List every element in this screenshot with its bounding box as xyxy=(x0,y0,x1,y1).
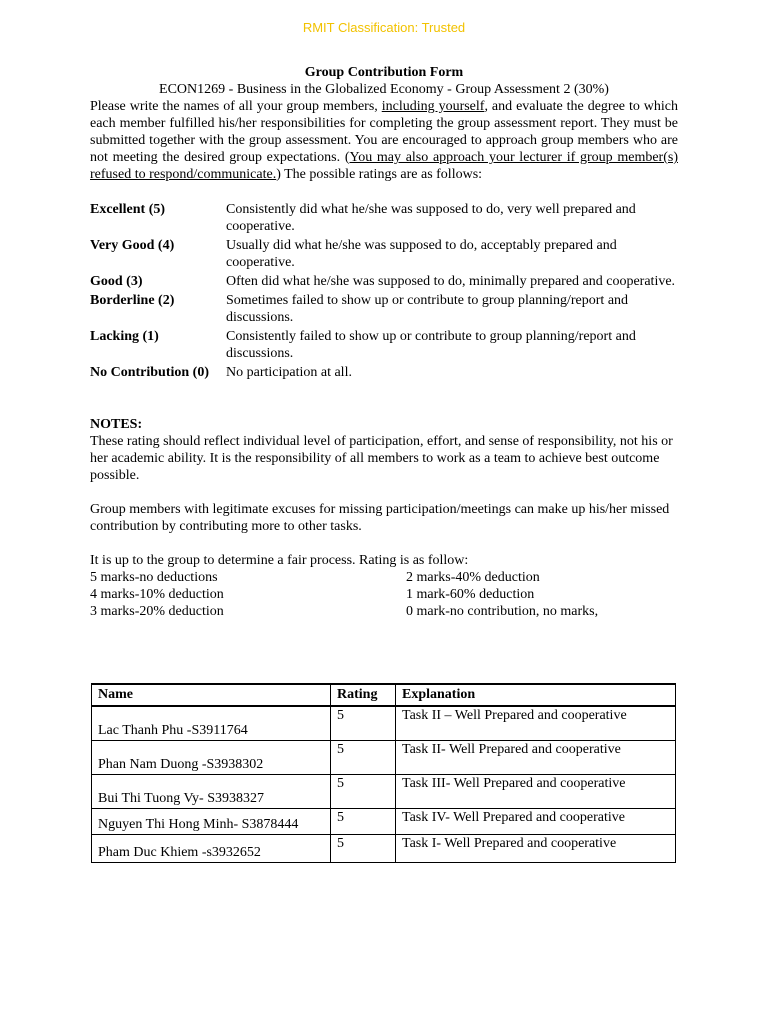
member-rating-cell: 5 xyxy=(331,706,396,740)
member-explanation-cell: Task III- Well Prepared and cooperative xyxy=(396,774,676,808)
deduction-item: 5 marks-no deductions xyxy=(90,570,218,585)
column-header-name: Name xyxy=(92,684,331,706)
rating-row xyxy=(90,273,678,290)
classification-label: RMIT Classification: Trusted xyxy=(302,20,466,35)
form-subtitle: ECON1269 - Business in the Globalized Economy - Group Assessment 2 (30%) xyxy=(159,82,609,97)
rating-label: No Contribution (0) xyxy=(90,365,210,380)
deduction-scale-row xyxy=(90,603,678,620)
rating-label: Lacking (1) xyxy=(90,329,159,344)
intro-text-1: Please write the names of all your group members, xyxy=(90,99,382,114)
deduction-item: 3 marks-20% deduction xyxy=(90,604,224,619)
rating-description: Consistently failed to show up or contribute to group planning/report and discussions. xyxy=(226,329,636,361)
rating-row xyxy=(90,237,678,271)
notes-paragraph-3: It is up to the group to determine a fair process. Rating is as follow: xyxy=(90,553,469,568)
member-explanation-cell: Task II- Well Prepared and cooperative xyxy=(396,740,676,774)
table-row xyxy=(92,834,676,862)
rating-description: No participation at all. xyxy=(226,365,352,380)
rating-description: Often did what he/she was supposed to do, minimally prepared and cooperative. xyxy=(226,274,676,289)
member-explanation-cell: Task IV- Well Prepared and cooperative xyxy=(396,808,676,834)
deduction-item: 1 mark-60% deduction xyxy=(406,587,535,602)
member-rating-cell: 5 xyxy=(331,808,396,834)
deduction-scale-row xyxy=(90,586,678,603)
ratings-list xyxy=(90,201,678,381)
rating-row xyxy=(90,292,678,326)
deduction-item: 2 marks-40% deduction xyxy=(406,570,540,585)
rating-row xyxy=(90,364,678,381)
rating-description: Consistently did what he/she was supposed to do, very well prepared and cooperative. xyxy=(226,202,636,234)
intro-paragraph xyxy=(90,98,678,183)
deduction-item: 0 mark-no contribution, no marks, xyxy=(406,604,599,619)
member-explanation-cell: Task I- Well Prepared and cooperative xyxy=(396,834,676,862)
deduction-scale-row xyxy=(90,569,678,586)
notes-heading: NOTES: xyxy=(90,417,143,432)
form-title: Group Contribution Form xyxy=(304,65,464,80)
deduction-item: 4 marks-10% deduction xyxy=(90,587,224,602)
member-explanation-cell: Task II – Well Prepared and cooperative xyxy=(396,706,676,740)
rating-label: Excellent (5) xyxy=(90,202,166,217)
table-row xyxy=(92,740,676,774)
table-row xyxy=(92,706,676,740)
intro-underlined-2: You may also approach your lecturer if group member(s) refused to respond/communicate. xyxy=(90,150,678,182)
member-rating-cell: 5 xyxy=(331,834,396,862)
member-name-cell: Bui Thi Tuong Vy- S3938327 xyxy=(92,774,331,808)
member-name-cell: Lac Thanh Phu -S3911764 xyxy=(92,706,331,740)
intro-text-3: ) The possible ratings are as follows: xyxy=(276,167,483,182)
member-contribution-table xyxy=(91,683,676,863)
intro-text-2: , and evaluate the degree to which each member fulfilled his/her responsibilities for completing the group assessment report. They must be submitted together with the group assessment. You are encouraged to approach group members who are not meeting the desired group expectations. ( xyxy=(90,99,679,165)
rating-row xyxy=(90,328,678,362)
rating-row xyxy=(90,201,678,235)
table-row xyxy=(92,774,676,808)
document-body xyxy=(90,64,678,620)
notes-paragraph-2: Group members with legitimate excuses for missing participation/meetings can make up his/her missed contribution by contributing more to other tasks. xyxy=(90,502,670,534)
rating-label: Good (3) xyxy=(90,274,143,289)
member-name-cell: Nguyen Thi Hong Minh- S3878444 xyxy=(92,808,331,834)
intro-underlined-1: including yourself xyxy=(381,99,485,114)
member-name-cell: Phan Nam Duong -S3938302 xyxy=(92,740,331,774)
rating-description: Usually did what he/she was supposed to do, acceptably prepared and cooperative. xyxy=(226,238,617,270)
rating-description: Sometimes failed to show up or contribute to group planning/report and discussions. xyxy=(226,293,629,325)
member-name-cell: Pham Duc Khiem -s3932652 xyxy=(92,834,331,862)
column-header-explanation: Explanation xyxy=(396,684,676,706)
rating-label: Very Good (4) xyxy=(90,238,175,253)
column-header-rating: Rating xyxy=(331,684,396,706)
member-rating-cell: 5 xyxy=(331,774,396,808)
member-rating-cell: 5 xyxy=(331,740,396,774)
table-header-row xyxy=(92,684,676,706)
rating-label: Borderline (2) xyxy=(90,293,175,308)
notes-paragraph-1: These rating should reflect individual level of participation, effort, and sense of responsibility, not his or her academic ability. It is the responsibility of all members to work as a team to achieve best outcome possible. xyxy=(90,434,673,483)
table-row xyxy=(92,808,676,834)
